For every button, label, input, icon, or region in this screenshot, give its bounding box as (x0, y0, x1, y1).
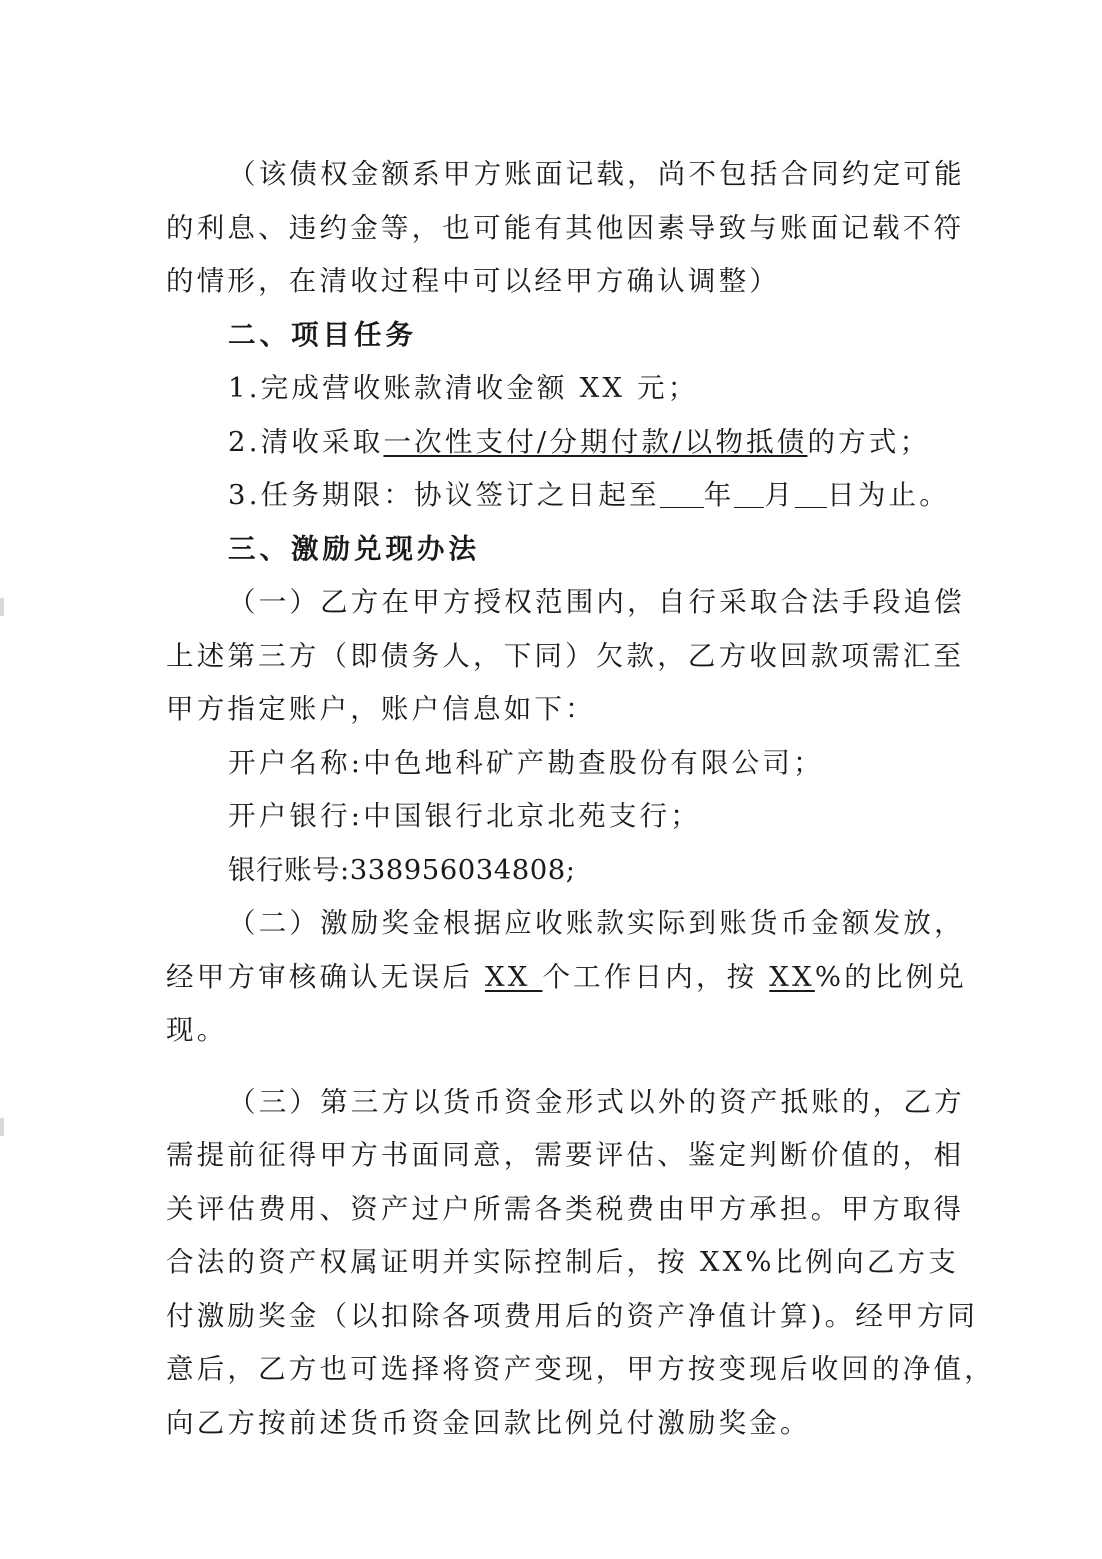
task-method-prefix: 2.清收采取 (228, 425, 384, 458)
text-line: 合法的资产权属证明并实际控制后，按 XX%比例向乙方支 (166, 1246, 959, 1278)
text-line: 需提前征得甲方书面同意，需要评估、鉴定判断价值的，相 (166, 1139, 965, 1171)
year-blank (660, 477, 704, 508)
year-label: 年 (703, 479, 735, 511)
month-label: 月 (764, 479, 796, 511)
scan-edge-mark (0, 1118, 4, 1136)
document-body (166, 148, 995, 1450)
text-line: 上述第三方（即债务人，下同）欠款，乙方收回款项需汇至 (166, 639, 965, 672)
section-heading-incentive: 三、激励兑现办法 (228, 532, 480, 565)
deadline-suffix: 日为止。 (827, 479, 950, 511)
text-line: 关评估费用、资产过户所需各类税费由甲方承担。甲方取得 (166, 1192, 965, 1225)
deadline-prefix: 3.任务期限：协议签订之日起至 (228, 479, 660, 511)
task-method-options: 一次性支付/分期付款/以物抵债 (383, 425, 808, 458)
section-heading-project-tasks: 二、项目任务 (228, 318, 417, 351)
task-item-deadline (166, 469, 950, 523)
clause2-suffix: %的比例兑 (814, 960, 967, 993)
text-line: 甲方指定账户，账户信息如下： (166, 693, 596, 725)
text-line: 付激励奖金（以扣除各项费用后的资产净值计算)。经甲方同 (166, 1299, 979, 1332)
text-line: （该债权金额系甲方账面记载，尚不包括合同约定可能 (228, 158, 965, 190)
text-line: 意后，乙方也可选择将资产变现，甲方按变现后收回的净值， (166, 1353, 995, 1385)
day-blank (795, 477, 827, 508)
working-days-value: XX (484, 960, 543, 993)
text-line: 向乙方按前述货币资金回款比例兑付激励奖金。 (166, 1406, 811, 1439)
text-line: （二）激励奖金根据应收账款实际到账货币金额发放， (228, 907, 965, 939)
text-line: （一）乙方在甲方授权范围内，自行采取合法手段追偿 (228, 586, 965, 618)
task-item-amount: 1.完成营收账款清收金额 XX 元； (228, 372, 699, 404)
paragraph-spacer (166, 1058, 941, 1076)
clause2-middle: 个工作日内，按 (542, 960, 770, 993)
task-method-suffix: 的方式； (807, 425, 931, 458)
paragraph-clause-3 (166, 1076, 995, 1451)
text-line: 现。 (166, 1014, 228, 1046)
text-line: 的利息、违约金等，也可能有其他因素导致与账面记载不符 (166, 211, 965, 244)
scan-edge-mark (0, 598, 4, 616)
paragraph-debt-note (166, 148, 965, 309)
percentage-value: XX (769, 960, 815, 993)
text-line (166, 951, 967, 1005)
account-bank: 开户银行:中国银行北京北苑支行； (228, 800, 701, 832)
text-line: （三）第三方以货币资金形式以外的资产抵账的，乙方 (228, 1085, 965, 1118)
text-line: 的情形，在清收过程中可以经甲方确认调整） (166, 265, 780, 297)
account-name: 开户名称:中色地科矿产勘查股份有限公司； (228, 746, 824, 779)
clause2-prefix: 经甲方审核确认无误后 (166, 960, 485, 993)
paragraph-clause-1 (166, 576, 965, 737)
task-item-method (166, 416, 941, 470)
month-blank (734, 477, 764, 508)
paragraph-clause-2 (166, 897, 967, 1058)
account-number: 银行账号:338956034808; (228, 853, 576, 886)
